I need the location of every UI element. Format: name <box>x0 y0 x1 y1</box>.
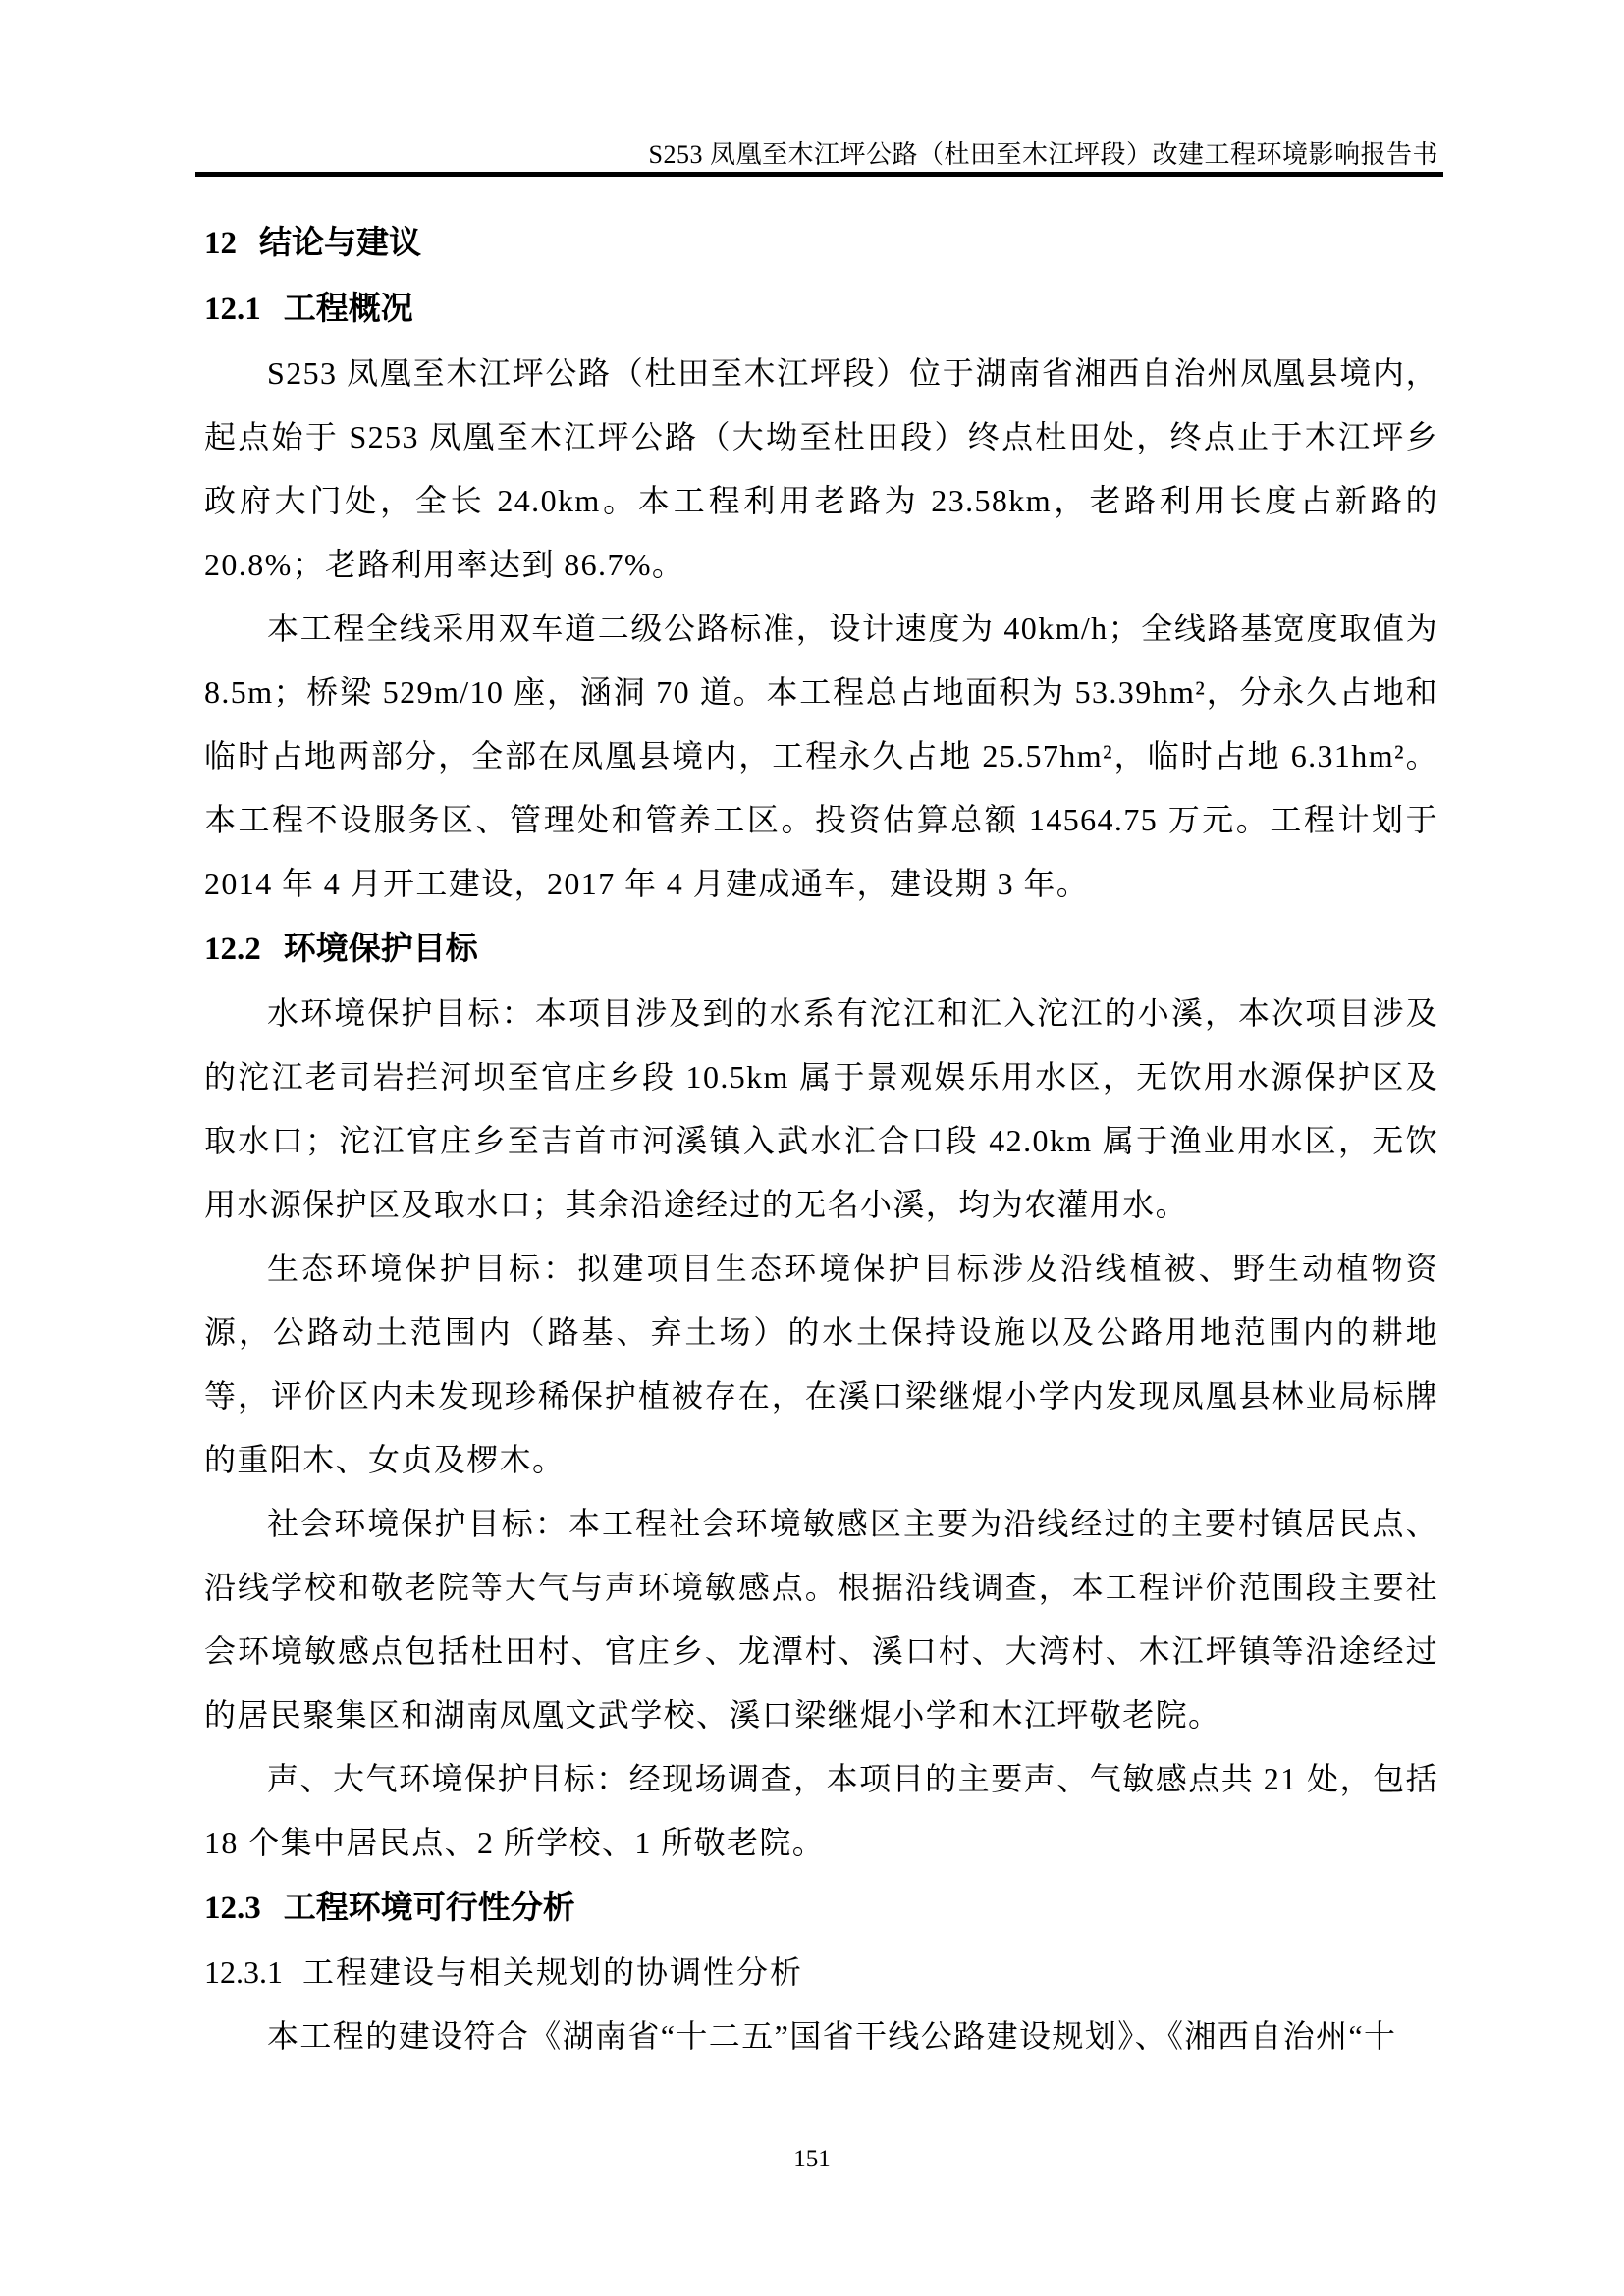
chapter-number: 12 <box>204 226 237 261</box>
document-body <box>204 210 1438 2068</box>
paragraph-project-overview-1: S253 凤凰至木江坪公路（杜田至木江坪段）位于湖南省湘西自治州凤凰县境内，起点始于 S253 凤凰至木江坪公路（大坳至杜田段）终点杜田处，终点止于木江坪乡政府大门处，全长 24.0km。本工程利用老路为 23.58km，老路利用长度占新路的 20.8%；老路利用率达到 86.7%。 <box>204 355 1438 582</box>
section-title: 工程环境可行性分析 <box>283 1889 575 1925</box>
subsection-number: 12.3.1 <box>204 1954 283 1990</box>
section-number: 12.1 <box>204 292 261 327</box>
paragraph-water-env-target: 水环境保护目标：本项目涉及到的水系有沱江和汇入沱江的小溪，本次项目涉及的沱江老司岩拦河坝至官庄乡段 10.5km 属于景观娱乐用水区，无饮用水源保护区及取水口；沱江官庄乡至吉首市河溪镇入武水汇合口段 42.0km 属于渔业用水区，无饮用水源保护区及取水口；其余沿途经过的无名小溪，均为农灌用水。 <box>204 995 1438 1222</box>
section-heading-12-1 <box>204 276 1438 342</box>
section-heading-12-2 <box>204 916 1438 982</box>
subsection-heading-12-3-1 <box>204 1941 1438 2004</box>
page-footer <box>0 2146 1624 2173</box>
paragraph-eco-env-target: 生态环境保护目标：拟建项目生态环境保护目标涉及沿线植被、野生动植物资源，公路动土范围内（路基、弃土场）的水土保持设施以及公路用地范围内的耕地等，评价区内未发现珍稀保护植被存在，在溪口梁继焜小学内发现凤凰县林业局标牌的重阳木、女贞及椤木。 <box>204 1251 1438 1477</box>
header-rule <box>195 172 1443 177</box>
subsection-title: 工程建设与相关规划的协调性分析 <box>302 1954 804 1990</box>
section-title: 环境保护目标 <box>283 930 478 966</box>
page-number: 151 <box>793 2146 831 2172</box>
paragraph-project-overview-2: 本工程全线采用双车道二级公路标准，设计速度为 40km/h；全线路基宽度取值为 8.5m；桥梁 529m/10 座，涵洞 70 道。本工程总占地面积为 53.39hm²，分永久占地和临时占地两部分，全部在凤凰县境内，工程永久占地 25.57hm²，临时占地 6.31hm²。本工程不设服务区、管理处和管养工区。投资估算总额 14564.75 万元。工程计划于 2014 年 4 月开工建设，2017 年 4 月建成通车，建设期 3 年。 <box>204 611 1438 901</box>
section-number: 12.2 <box>204 932 261 967</box>
chapter-heading <box>204 210 1438 276</box>
section-heading-12-3 <box>204 1875 1438 1941</box>
paragraph-planning-compliance: 本工程的建设符合《湖南省“十二五”国省干线公路建设规划》、《湘西自治州“十 <box>267 2018 1397 2054</box>
running-header-title: S253 凤凰至木江坪公路（杜田至木江坪段）改建工程环境影响报告书 <box>648 140 1438 169</box>
section-number: 12.3 <box>204 1891 261 1926</box>
paragraph-social-env-target: 社会环境保护目标：本工程社会环境敏感区主要为沿线经过的主要村镇居民点、沿线学校和敬老院等大气与声环境敏感点。根据沿线调查，本工程评价范围段主要社会环境敏感点包括杜田村、官庄乡、龙潭村、溪口村、大湾村、木江坪镇等沿途经过的居民聚集区和湖南凤凰文武学校、溪口梁继焜小学和木江坪敬老院。 <box>204 1506 1438 1733</box>
paragraph-noise-air-target: 声、大气环境保护目标：经现场调查，本项目的主要声、气敏感点共 21 处，包括 18 个集中居民点、2 所学校、1 所敬老院。 <box>204 1761 1438 1860</box>
chapter-title: 结论与建议 <box>259 224 421 260</box>
section-title: 工程概况 <box>283 290 413 326</box>
